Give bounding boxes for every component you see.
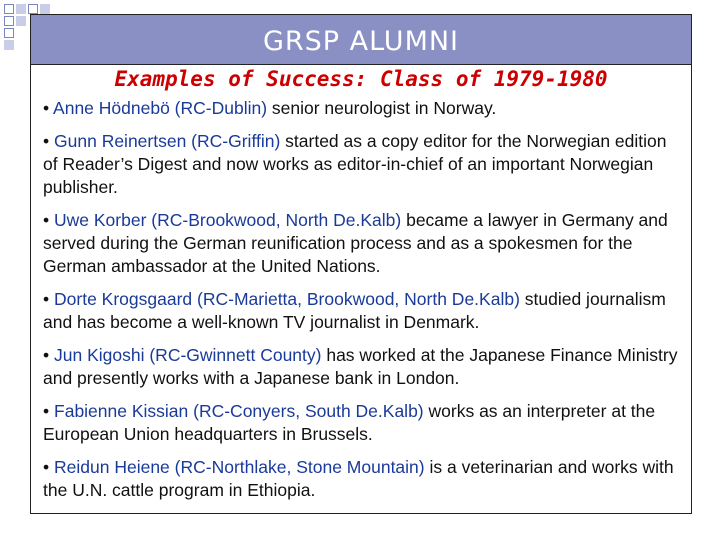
bullet: • (43, 457, 50, 477)
alumni-name-link[interactable]: Fabienne Kissian (RC-Conyers, South De.Kalb) (54, 401, 424, 421)
alumni-description: has worked at the Japanese Finance Ministry and presently works with a Japanese bank in London. (43, 345, 678, 388)
alumni-description: senior neurologist in Norway. (267, 98, 497, 118)
alumni-name-link[interactable]: Jun Kigoshi (RC-Gwinnett County) (54, 345, 322, 365)
alumni-description: works as an interpreter at the European Union headquarters in Brussels. (43, 401, 656, 444)
bullet: • (43, 98, 50, 118)
bullet: • (43, 401, 50, 421)
decor-square-6 (16, 16, 26, 26)
slide-title: GRSP ALUMNI (262, 26, 460, 57)
bullet: • (43, 289, 50, 309)
slide-frame (30, 14, 692, 514)
title-bar (31, 15, 691, 65)
decor-square-1 (4, 4, 14, 14)
alumni-name-link[interactable]: Dorte Krogsgaard (RC-Marietta, Brookwood, North De.Kalb) (54, 289, 520, 309)
alumni-description: started as a copy editor for the Norwegian edition of Reader’s Digest and now works as editor-in-chief of an important Norwegian publisher. (43, 131, 667, 197)
decor-square-5 (4, 16, 14, 26)
bullet: • (43, 131, 50, 151)
alumni-item (43, 456, 683, 502)
alumni-description: is a veterinarian and works with the U.N. cattle program in Ethiopia. (43, 457, 674, 500)
alumni-item (43, 344, 683, 390)
alumni-description: became a lawyer in Germany and served during the German reunification process and as a spokesmen for the German ambassador at the United Nations. (43, 210, 668, 276)
alumni-item (43, 209, 683, 278)
decor-square-2 (16, 4, 26, 14)
alumni-description: studied journalism and has become a well-known TV journalist in Denmark. (43, 289, 666, 332)
slide-subtitle: Examples of Success: Class of 1979-1980 (114, 67, 608, 91)
decor-square-4 (40, 4, 50, 14)
alumni-list (43, 97, 683, 512)
decor-square-8 (4, 40, 14, 50)
alumni-name-link[interactable]: Reidun Heiene (RC-Northlake, Stone Mountain) (54, 457, 425, 477)
alumni-name-link[interactable]: Anne Hödnebö (RC-Dublin) (53, 98, 268, 118)
alumni-name-link[interactable]: Uwe Korber (RC-Brookwood, North De.Kalb) (54, 210, 402, 230)
alumni-item (43, 288, 683, 334)
alumni-name-link[interactable]: Gunn Reinertsen (RC-Griffin) (54, 131, 281, 151)
decor-square-3 (28, 4, 38, 14)
alumni-item (43, 130, 683, 199)
alumni-item (43, 400, 683, 446)
alumni-item (43, 97, 683, 120)
bullet: • (43, 210, 50, 230)
decor-square-7 (4, 28, 14, 38)
bullet: • (43, 345, 50, 365)
